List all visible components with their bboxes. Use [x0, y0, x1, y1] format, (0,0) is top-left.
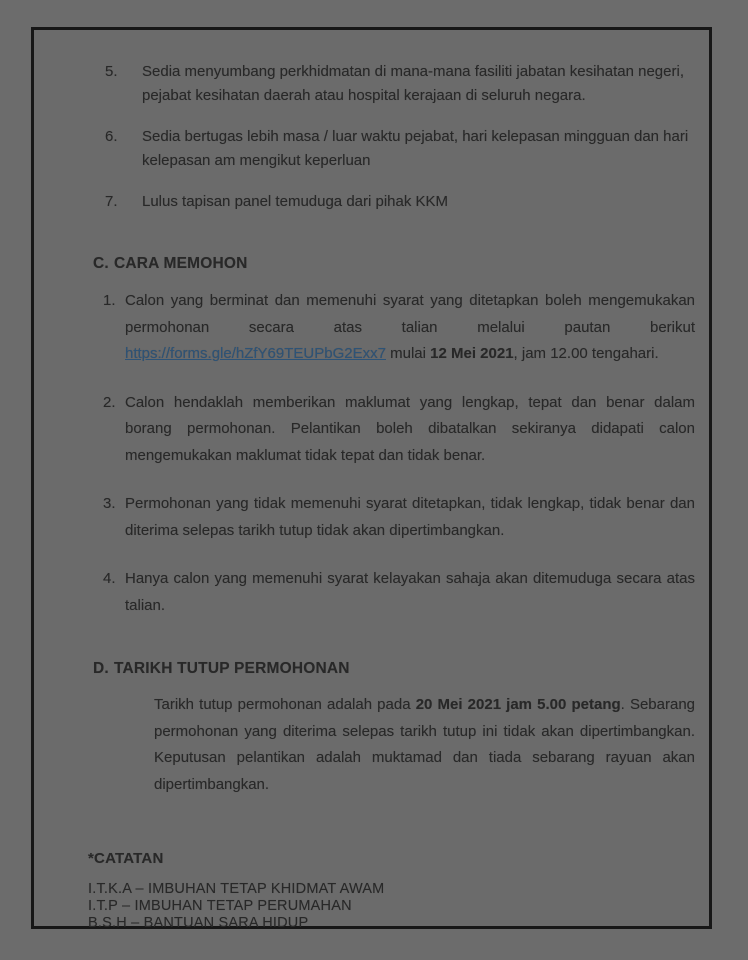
item-number: 2.	[103, 393, 116, 411]
item-text: Calon hendaklah memberikan maklumat yang lengkap, tepat dan benar dalam borang permohonan. Pelantikan boleh dibatalkan sekiranya didapati calon mengemukakan maklumat tidak tepat dan tidak benar.	[125, 393, 695, 464]
closing-date: 20 Mei 2021 jam 5.00 petang	[415, 696, 621, 713]
list-item	[105, 60, 705, 108]
item-text: Permohonan yang tidak memenuhi syarat ditetapkan, tidak lengkap, tidak benar dan diterima selepas tarikh tutup tidak akan dipertimbangkan.	[125, 495, 695, 539]
item-text: Sedia bertugas lebih masa / luar waktu pejabat, hari kelepasan mingguan dan hari kelepasan am mengikut keperluan	[142, 128, 689, 169]
requirements-list	[34, 60, 715, 214]
item-text: Hanya calon yang memenuhi syarat kelayakan sahaja akan ditemuduga secara atas talian.	[125, 570, 695, 614]
document-content	[34, 30, 715, 931]
item-number: 3.	[103, 495, 116, 512]
note-line: B.S.H – BANTUAN SARA HIDUP	[88, 914, 309, 931]
application-form-link[interactable]: https://forms.gle/hZfY69TEUPbG2Exx7	[125, 345, 386, 362]
item1-text-mid: mulai	[385, 345, 431, 362]
list-item	[105, 190, 705, 214]
notes-heading: *CATATAN	[88, 850, 164, 867]
section-title: TARIKH TUTUP PERMOHONAN	[114, 660, 350, 677]
list-item	[103, 288, 695, 368]
item-text	[125, 288, 695, 368]
item-number: 7.	[105, 193, 118, 210]
note-line: I.T.P – IMBUHAN TETAP PERUMAHAN	[88, 897, 352, 914]
item1-text-end: , jam 12.00 tengahari.	[513, 345, 659, 362]
section-title: CARA MEMOHON	[114, 255, 248, 272]
section-d-heading	[93, 660, 715, 678]
closing-date-paragraph	[154, 692, 695, 798]
section-letter: D.	[93, 660, 109, 677]
para-start: Tarikh tutup permohonan adalah pada	[154, 696, 416, 713]
start-date: 12 Mei 2021	[430, 345, 514, 362]
item1-text-before-link: Calon yang berminat dan memenuhi syarat yang ditetapkan boleh mengemukakan permohonan secara atas talian melalui pautan berikut	[125, 292, 695, 336]
list-item	[103, 566, 695, 619]
item-text: Lulus tapisan panel temuduga dari pihak KKM	[142, 193, 449, 210]
section-c-heading	[93, 255, 715, 273]
list-item	[105, 125, 705, 173]
how-to-apply-list	[34, 288, 715, 619]
note-line: I.T.K.A – IMBUHAN TETAP KHIDMAT AWAM	[88, 881, 385, 897]
notes-section	[88, 850, 715, 931]
item-number: 4.	[103, 570, 116, 587]
item-number: 1.	[103, 292, 116, 309]
item-number: 6.	[105, 128, 118, 145]
para-end: . Sebarang permohonan yang diterima selepas tarikh tutup ini tidak akan dipertimbangkan. Keputusan pelantikan adalah muktamad dan tiada sebarang rayuan akan dipertimbangkan.	[154, 696, 696, 793]
list-item	[103, 491, 695, 544]
section-letter: C.	[93, 255, 109, 272]
item-number: 5.	[105, 63, 118, 80]
list-item	[103, 390, 695, 470]
item-text: Sedia menyumbang perkhidmatan di mana-mana fasiliti jabatan kesihatan negeri, pejabat kesihatan daerah atau hospital kerajaan di seluruh negara.	[142, 63, 684, 104]
